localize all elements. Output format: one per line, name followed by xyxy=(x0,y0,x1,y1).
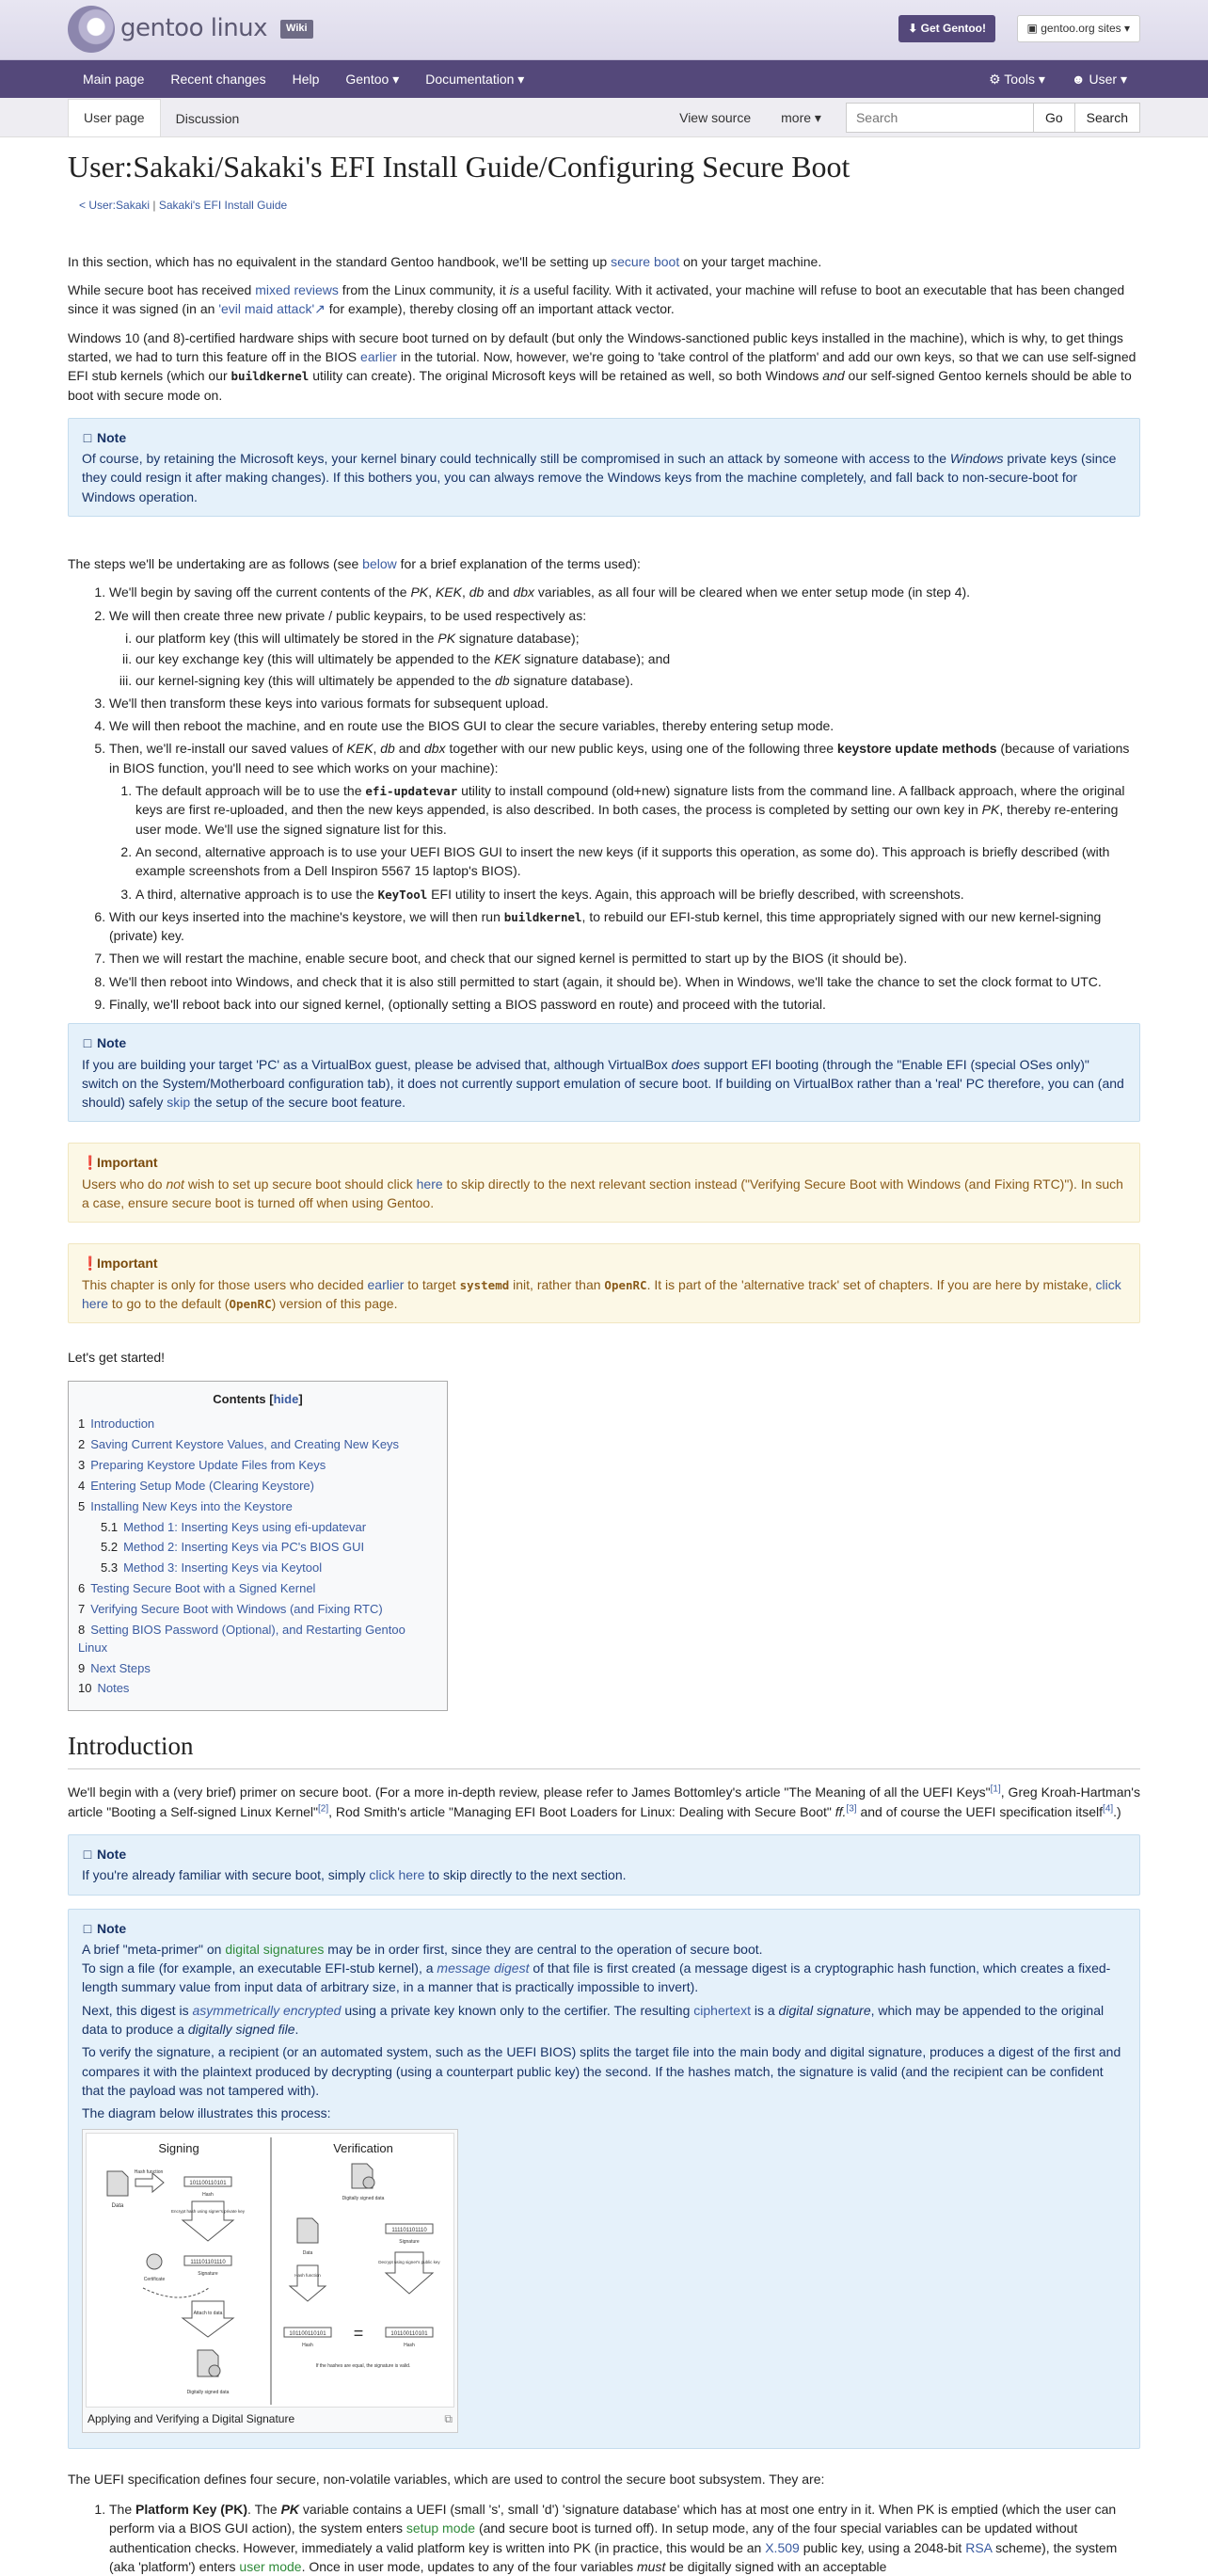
here-link[interactable]: here xyxy=(416,1176,443,1192)
verify-hash-bits-2: 101100110101 xyxy=(390,2330,428,2337)
breadcrumb-separator: | xyxy=(152,199,156,213)
toc-entry[interactable] xyxy=(78,1478,437,1496)
caption-text: Applying and Verifying a Digital Signature xyxy=(87,2411,295,2425)
important-box-skip xyxy=(68,1143,1140,1223)
hash-function-label: Hash function xyxy=(134,2168,164,2175)
toc-list xyxy=(78,1416,437,1698)
earlier-link[interactable]: earlier xyxy=(360,348,397,364)
page-title: User:Sakaki/Sakaki's EFI Install Guide/Configuring Secure Boot xyxy=(68,150,850,184)
toc-entry-number: 4 xyxy=(78,1478,86,1493)
asym-encrypted-link[interactable]: asymmetrically encrypted xyxy=(192,2002,342,2018)
verify-seal-icon xyxy=(363,2177,374,2188)
x509-link[interactable]: X.509 xyxy=(765,2539,800,2555)
rsa-link[interactable]: RSA xyxy=(965,2539,993,2555)
toc-entry-link[interactable]: Introduction xyxy=(90,1416,155,1432)
seal-icon xyxy=(209,2365,220,2376)
note-text: If you're already familiar with secure boot, simply click here to skip directly to the next section. xyxy=(82,1867,627,1883)
certificate-label: Certificate xyxy=(143,2276,166,2282)
list-item: 9. Finally, we'll reboot back into our signed kernel, (optionally setting a BIOS password en route) and proceed with the tutorial. xyxy=(109,995,1140,1014)
gentoo-sites-button[interactable] xyxy=(1017,15,1140,42)
list-item: 1. The default approach will be to use the efi-updatevar utility to install compound (old+new) signature lists from the command line. A fallback approach, where the original keys are first re-uploaded, and then the new keys appended, is also described. In both cases, the process is completed by setting our own key in PK, thereby re-entering user mode. We'll use the signed signature list for this. xyxy=(135,781,1140,839)
caret-down-icon: ▾ xyxy=(1120,71,1127,87)
caret-down-icon: ▾ xyxy=(392,71,400,87)
main-navbar xyxy=(0,60,1208,98)
nav-user-label: User xyxy=(1089,71,1118,87)
attach-label: Attach to data xyxy=(193,2310,223,2316)
encrypt-arrow-icon xyxy=(183,2201,233,2241)
toc-entry[interactable] xyxy=(101,1519,437,1537)
note-title: Note xyxy=(97,1920,127,1936)
verification-label: Verification xyxy=(333,2140,393,2155)
toc-entry-number: 8 xyxy=(78,1622,86,1637)
toc-entry-link[interactable]: Next Steps xyxy=(90,1660,151,1675)
nav-documentation[interactable] xyxy=(412,70,537,88)
list-item: 1. We'll begin by saving off the current contents of the PK, KEK, db and dbx variables, as all four will be cleared when we enter setup mode (in step 4). xyxy=(109,583,1140,601)
list-item: 6. With our keys inserted into the machine's keystore, we will then run buildkernel, to rebuild our EFI-stub kernel, this time appropriately signed with our new kernel-signing (private) key. xyxy=(109,907,1140,946)
uefi-paragraph: The UEFI specification defines four secure, non-volatile variables, which are used to control the secure boot subsystem. They are: xyxy=(68,2471,825,2487)
intro-paragraph-3: Windows 10 (and 8)-certified hardware ships with secure boot turned on by default (but only the Windows-sanctioned public keys installed in the machine), which is why, to get things started, we had to turn this feature off in the BIOS earlier in the tutorial. Now, however, we're going to 'take control of the platform' and add our own keys, so that we can use self-signed EFI stub kernels (which our buildkernel utility can create). The original Microsoft keys will be retained as well, so both Windows and our self-signed Gentoo kernels should be able to boot with secure mode on. xyxy=(68,329,1136,403)
search-button[interactable]: Search xyxy=(1074,103,1140,133)
verify-hash-function-label: Hash function xyxy=(294,2272,321,2278)
below-link[interactable]: below xyxy=(362,556,397,572)
verify-hash-bits-1: 101100110101 xyxy=(289,2330,326,2337)
note-icon: □ xyxy=(83,1035,92,1051)
attach-arrow-icon xyxy=(183,2301,233,2337)
hash-bits-label: 101100110101 xyxy=(189,2180,227,2186)
list-item: 4. We will then reboot the machine, and en route use the BIOS GUI to clear the secure variables, thereby entering setup mode. xyxy=(109,716,1140,735)
verify-data-label: Data xyxy=(302,2249,313,2256)
list-item: 3. A third, alternative approach is to use the KeyTool EFI utility to insert the keys. Again, this approach will be briefly described, with screenshots. xyxy=(135,885,1140,904)
toc-entry-link[interactable]: Preparing Keystore Update Files from Keys xyxy=(90,1458,326,1473)
list-item: 1. The Platform Key (PK). The PK variable contains a UEFI (small 's', small 'd') 'signature database' which has at most one entry in it. When PK is emptied (which the user can perform via a BIOS GUI action), the system enters setup mode (and secure boot is turned off). In setup mode, any of the four special variables can be updated without authentication checks. However, immediately a valid platform key is written into PK (in practice, this would be an X.509 public key, using a 2048-bit RSA scheme), the system (aka 'platform') enters user mode. Once in user mode, updates to any of the four variables must be digitally signed with an acceptable xyxy=(109,2500,1140,2576)
toc-entry-number: 5.1 xyxy=(101,1519,119,1534)
gentoo-logo[interactable] xyxy=(68,6,313,53)
tab-discussion[interactable]: Discussion xyxy=(175,111,240,126)
caret-down-icon: ▾ xyxy=(814,110,821,125)
note-box-virtualbox xyxy=(68,1023,1140,1122)
note-title: Note xyxy=(97,1035,127,1051)
introduction-heading: Introduction xyxy=(68,1728,1140,1769)
sites-label: gentoo.org sites xyxy=(1041,22,1121,35)
wiki-badge: Wiki xyxy=(280,20,313,39)
list-item: 2. An second, alternative approach is to use your UEFI BIOS GUI to insert the new keys (if it supports this operation, as some do). This approach is briefly described (with example screenshots from a Dell Inspiron 5567 15 laptop's BIOS). xyxy=(135,842,1140,881)
note-text: Of course, by retaining the Microsoft keys, your kernel binary could technically still be compromised in such an attack by someone with access to the Windows private keys (since they could resign it after making changes). If this bothers you, you can always remove the Windows keys from the machine completely, and fall back to non-secure-boot for Windows operation. xyxy=(82,451,1117,504)
verify-hash-label-2: Hash xyxy=(404,2342,415,2348)
nav-tools[interactable] xyxy=(974,70,1058,88)
list-item: ii. our key exchange key (this will ultimately be appended to the KEK signature database); and xyxy=(135,649,1140,668)
verify-signature-bits-label: 111101101110 xyxy=(391,2227,427,2233)
list-item: i. our platform key (this will ultimately be stored in the PK signature database); xyxy=(135,629,1140,648)
ref-1-link[interactable]: [1] xyxy=(990,1784,1001,1795)
toc-entry-number: 9 xyxy=(78,1660,86,1675)
toc-entry-link[interactable]: Notes xyxy=(97,1681,130,1696)
logo-text: gentoo linux xyxy=(120,14,268,43)
toc-entry[interactable] xyxy=(78,1601,437,1619)
attach-curve xyxy=(143,2288,209,2297)
signature-bits-label: 111101101110 xyxy=(190,2259,226,2265)
setup-mode-link[interactable]: setup mode xyxy=(405,2520,476,2536)
nav-help[interactable]: Help xyxy=(292,71,320,87)
list-item: 5. Then, we'll re-install our saved values of KEK, db and dbx together with our new public keys, using one of the following three keystore update methods (because of variations in BIOS function, you'll need to see which works on your machine): 1. The default approach will be to use the efi-updatevar utility to install compound (old+new) signature lists from the command line. A fallback approach, where the original keys are first re-uploaded, and then the new keys appended, is also described. In both cases, the process is completed by setting our own key in PK, thereby re-entering user mode. We'll use the signed signature list for this. 2. An second, alternative approach is to use your UEFI BIOS GUI to insert the new keys (if it supports this operation, as some do). This approach is briefly described (with example screenshots from a Dell Inspiron 5567 15 laptop's BIOS). 3. A third, alternative approach is to use the KeyTool EFI utility to insert the keys. Again, this approach will be briefly described, with screenshots. xyxy=(109,739,1140,903)
list-item: 7. Then we will restart the machine, enable secure boot, and check that our signed kernel is permitted to start up by the BIOS (it should be). xyxy=(109,949,1140,968)
toc-entry[interactable] xyxy=(78,1580,437,1598)
hash-label: Hash xyxy=(202,2191,214,2198)
note-text: A brief "meta-primer" on digital signatures may be in order first, since they are central to the operation of secure boot. To sign a file (for example, an executable EFI-stub kernel), a message digest of that file is first created (a message digest is a cryptographic hash function, which creates a fixed-length summary value from input data of arbitrary size, in a manner that is practically impossible to invert). xyxy=(82,1941,1111,1995)
skip-link[interactable]: skip xyxy=(167,1095,191,1111)
toc-entry-number: 6 xyxy=(78,1581,86,1596)
data-doc-icon xyxy=(107,2171,128,2196)
tab-user-page[interactable]: User page xyxy=(68,99,161,136)
message-digest-link[interactable]: message digest xyxy=(437,1960,530,1976)
nav-recent-changes[interactable]: Recent changes xyxy=(170,71,266,87)
intro-paragraph-2: While secure boot has received mixed reviews from the Linux community, it is a useful facility. With it activated, your machine will refuse to boot an executable that has been changed since it was signed (in an 'evil maid attack'↗ for example), thereby closing off an important attack vector. xyxy=(68,282,1125,317)
toc-hide-link[interactable]: hide xyxy=(273,1391,299,1406)
gentoo-g-icon xyxy=(68,6,115,53)
introduction-paragraph: We'll begin with a (very brief) primer on secure boot. (For a more in-depth review, please refer to James Bottomley's article "The Meaning of all the UEFI Keys"[1], Greg Kroah-Hartman's article "Booting a Self-signed Linux Kernel"[2], Rod Smith's article "Managing EFI Boot Loaders for Linux: Dealing with Secure Boot" ff.[3] and of course the UEFI specification itself[4].) xyxy=(68,1784,1140,1819)
important-text: Users who do not wish to set up secure boot should click here to skip directly to the next relevant section instead ("Verifying Secure Boot with Windows (and Fixing RTC)"). In such a case, ensure secure boot is turned off when using Gentoo. xyxy=(82,1176,1123,1211)
ref-4-link[interactable]: [4] xyxy=(1103,1802,1114,1814)
encrypt-label: Encrypt hash using signer's private key xyxy=(171,2208,245,2214)
decrypt-label: Decrypt using signer's public key xyxy=(378,2259,440,2264)
toc-entry-link[interactable]: Entering Setup Mode (Clearing Keystore) xyxy=(90,1478,314,1493)
tab-more[interactable] xyxy=(766,99,836,136)
important-title: Important xyxy=(97,1155,158,1171)
click-here-link[interactable]: click here xyxy=(82,1276,1121,1311)
enlarge-icon[interactable]: ⧉ xyxy=(444,2411,453,2425)
nav-user[interactable] xyxy=(1058,70,1140,88)
tab-more-label: more xyxy=(781,110,812,125)
note-box-digital-signatures xyxy=(68,1909,1140,2449)
table-of-contents xyxy=(68,1381,448,1712)
breadcrumb xyxy=(79,198,1140,214)
toc-entry-number: 1 xyxy=(78,1416,86,1432)
hash-arrow-icon xyxy=(135,2173,164,2192)
if-equal-label: If the hashes are equal, the signature is valid. xyxy=(315,2362,411,2369)
steps-list xyxy=(109,583,1140,1014)
caret-down-icon: ▾ xyxy=(1123,22,1130,35)
important-text: This chapter is only for those users who decided earlier to target systemd init, rather than OpenRC. It is part of the 'alternative track' set of chapters. If you are here by mistake, click here to go to the default (OpenRC) version of this page. xyxy=(82,1276,1121,1311)
toc-entry-number: 2 xyxy=(78,1437,86,1452)
toc-entry-number: 5 xyxy=(78,1498,86,1513)
verify-signature-label: Signature xyxy=(399,2238,420,2245)
steps-intro: The steps we'll be undertaking are as follows (see below for a brief explanation of the terms used): xyxy=(68,556,641,572)
toc-entry[interactable] xyxy=(78,1416,437,1433)
user-icon: ☻ xyxy=(1071,71,1086,87)
page-tabbar xyxy=(0,98,1208,137)
nav-documentation-label: Documentation xyxy=(425,71,515,87)
toc-entry-number: 10 xyxy=(78,1681,92,1696)
signature-diagram[interactable] xyxy=(86,2133,454,2408)
signing-label: Signing xyxy=(158,2140,199,2155)
list-item: 3. We'll then transform these keys into various formats for subsequent upload. xyxy=(109,694,1140,712)
ciphertext-link[interactable]: ciphertext xyxy=(693,2002,751,2018)
search-input[interactable] xyxy=(846,103,1034,133)
nav-gentoo-label: Gentoo xyxy=(345,71,389,87)
exclamation-icon: ❗ xyxy=(82,1155,99,1171)
toc-entry-link[interactable]: Method 3: Inserting Keys via Keytool xyxy=(123,1560,323,1576)
note-text: Next, this digest is asymmetrically encrypted using a private key known only to the certifier. The resulting ciphertext is a digital signature, which may be appended to the original data to produce a digitally signed file. xyxy=(82,2002,1105,2038)
download-icon: ⬇ xyxy=(908,22,918,35)
list-item: 8. We'll then reboot into Windows, and check that it is also still permitted to start (again, it should be). When in Windows, we'll take the chance to set the clock format to UTC. xyxy=(109,972,1140,991)
toc-entry[interactable] xyxy=(101,1560,437,1577)
verify-hash-label-1: Hash xyxy=(302,2342,313,2348)
get-gentoo-label: Get Gentoo! xyxy=(920,22,986,35)
toc-entry-link[interactable]: Testing Secure Boot with a Signed Kernel xyxy=(90,1581,316,1596)
ref-2-link[interactable]: [2] xyxy=(317,1802,329,1814)
toc-entry-number: 5.2 xyxy=(101,1540,119,1555)
breadcrumb-efi-guide[interactable]: Sakaki's EFI Install Guide xyxy=(158,199,288,213)
equals-label: = xyxy=(353,2323,364,2343)
note-text: To verify the signature, a recipient (or an automated system, such as the UEFI BIOS) splits the target file into the main body and digital signature, produces a digest of the first and compares it with the plaintext produced by decrypting (using a counterpart public key) the second. If the hashes match, the signature is valid (and the recipient can be confident that the payload was not tampered with). xyxy=(82,2044,1121,2098)
important-box-systemd xyxy=(68,1243,1140,1323)
certificate-icon xyxy=(147,2254,162,2269)
note-text: The diagram below illustrates this process: xyxy=(82,2105,331,2121)
toc-entry-link[interactable]: Setting BIOS Password (Optional), and Restarting Gentoo Linux xyxy=(78,1622,405,1655)
toc-entry-link[interactable]: Saving Current Keystore Values, and Creating New Keys xyxy=(90,1437,400,1452)
nav-main-page[interactable]: Main page xyxy=(83,71,145,87)
toc-entry[interactable] xyxy=(78,1680,437,1698)
go-button[interactable]: Go xyxy=(1033,103,1075,133)
uefi-variables-list xyxy=(109,2500,1140,2576)
toc-entry[interactable] xyxy=(78,1622,437,1657)
toc-entry-number: 5.3 xyxy=(101,1560,119,1576)
user-mode-link[interactable]: user mode xyxy=(239,2559,302,2575)
toc-entry-link[interactable]: Method 1: Inserting Keys using efi-updatevar xyxy=(123,1519,367,1534)
toc-entry[interactable] xyxy=(78,1660,437,1678)
breadcrumb-user-sakaki[interactable]: < User:Sakaki xyxy=(79,199,151,213)
note-text: If you are building your target 'PC' as a VirtualBox guest, please be advised that, although VirtualBox does support EFI booting (through the "Enable EFI (special OSes only)" switch on the System/Motherboard configuration tab), it does not currently support emulation of secure boot. If building on VirtualBox rather than a 'real' PC therefore, you can (and should) safely skip the setup of the secure boot feature. xyxy=(82,1056,1124,1111)
sites-icon: ▣ xyxy=(1026,22,1038,35)
toc-title: Contents [hide] xyxy=(213,1391,303,1406)
tab-view-source[interactable]: View source xyxy=(679,110,752,125)
list-item: 2. We will then create three new private / public keypairs, to be used respectively as: i. our platform key (this will ultimately be stored in the PK signature database); ii. our key exchange key (this will ultimately be appended to the KEK signature database); and iii. our kernel-signing key (this will ultimately be appended to the db signature database). xyxy=(109,606,1140,690)
caret-down-icon: ▾ xyxy=(1038,71,1045,87)
toc-entry-link[interactable]: Installing New Keys into the Keystore xyxy=(90,1498,293,1513)
decrypt-arrow-icon xyxy=(386,2252,433,2294)
note-title: Note xyxy=(97,429,127,445)
nav-gentoo[interactable] xyxy=(332,70,412,88)
content xyxy=(0,145,1208,2576)
click-here-link[interactable]: click here xyxy=(369,1867,425,1883)
note-box-skip xyxy=(68,1834,1140,1896)
earlier-link[interactable]: earlier xyxy=(367,1276,405,1292)
top-header xyxy=(0,0,1208,60)
note-icon: □ xyxy=(83,429,92,445)
signed-data-label: Digitally signed data xyxy=(186,2389,230,2395)
get-gentoo-button[interactable] xyxy=(898,15,995,42)
exclamation-icon: ❗ xyxy=(82,1256,99,1272)
list-item: iii. our kernel-signing key (this will ultimately be appended to the db signature database). xyxy=(135,671,1140,690)
signature-diagram-figure xyxy=(82,2129,458,2433)
verify-hash-arrow-icon xyxy=(290,2265,326,2301)
gear-icon: ⚙ xyxy=(989,71,1001,87)
lets-get-started: Let's get started! xyxy=(68,1350,166,1366)
figure-caption xyxy=(86,2408,454,2429)
toc-entry-link[interactable]: Verifying Secure Boot with Windows (and Fixing RTC) xyxy=(90,1601,383,1616)
digital-signatures-link[interactable]: digital signatures xyxy=(225,1941,325,1957)
toc-entry[interactable] xyxy=(78,1498,437,1516)
secure-boot-link[interactable]: secure boot xyxy=(611,253,680,269)
note-icon: □ xyxy=(83,1846,92,1862)
external-link-icon: ↗ xyxy=(314,301,326,317)
toc-entry[interactable] xyxy=(78,1436,437,1454)
important-title: Important xyxy=(97,1256,158,1272)
ref-3-link[interactable]: [3] xyxy=(846,1802,857,1814)
signature-label: Signature xyxy=(198,2270,218,2277)
intro-paragraph-1: In this section, which has no equivalent in the standard Gentoo handbook, we'll be setting up secure boot on your target machine. xyxy=(68,253,822,269)
toc-entry-number: 7 xyxy=(78,1601,86,1616)
signature-diagram-svg xyxy=(87,2134,455,2408)
evil-maid-link[interactable]: 'evil maid attack'↗ xyxy=(218,301,326,317)
note-title: Note xyxy=(97,1846,127,1862)
toc-entry-number: 3 xyxy=(78,1458,86,1473)
toc-entry[interactable] xyxy=(101,1539,437,1557)
note-icon: □ xyxy=(83,1920,92,1936)
caret-down-icon: ▾ xyxy=(517,71,525,87)
nav-tools-label: Tools xyxy=(1004,71,1035,87)
toc-entry[interactable] xyxy=(78,1457,437,1475)
data-label: Data xyxy=(111,2202,124,2209)
toc-entry-link[interactable]: Method 2: Inserting Keys via PC's BIOS GUI xyxy=(123,1540,365,1555)
note-box-microsoft-keys xyxy=(68,418,1140,517)
mixed-reviews-link[interactable]: mixed reviews xyxy=(255,282,339,298)
verify-signed-data-label: Digitally signed data xyxy=(342,2195,385,2201)
verify-data-doc-icon xyxy=(297,2218,318,2243)
